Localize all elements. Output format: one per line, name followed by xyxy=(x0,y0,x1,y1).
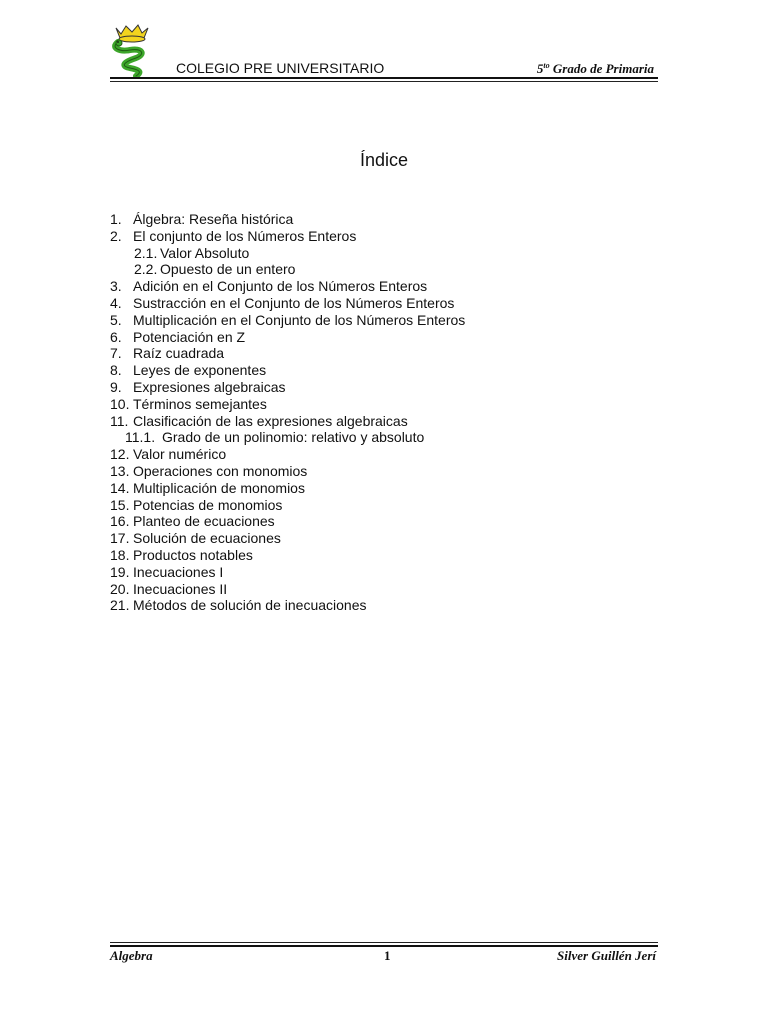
toc-item-number: 2.2. xyxy=(134,261,158,278)
toc-item-title: Opuesto de un entero xyxy=(160,261,296,278)
toc-item-number: 21. xyxy=(110,597,130,614)
toc-item-number: 2.1. xyxy=(134,244,158,261)
toc-item-title: Valor numérico xyxy=(133,446,227,463)
toc-item-title: Valor Absoluto xyxy=(160,244,250,261)
toc-item-title: Productos notables xyxy=(133,546,253,563)
toc-item-number: 3. xyxy=(110,278,122,295)
toc-item-title: Planteo de ecuaciones xyxy=(133,513,275,530)
toc-item-title: Raíz cuadrada xyxy=(133,345,225,362)
toc-item-number: 5. xyxy=(110,311,122,328)
toc-item-title: Clasificación de las expresiones algebraicas xyxy=(133,412,408,429)
grade-label xyxy=(537,61,654,77)
grade-text: Grado de Primaria xyxy=(549,61,654,76)
footer-subject: Algebra xyxy=(110,948,153,963)
header-rule-thin xyxy=(110,81,658,82)
school-crest-icon xyxy=(108,22,156,78)
toc-item-title: Inecuaciones II xyxy=(133,580,228,597)
toc-item-number: 13. xyxy=(110,462,130,479)
page-number: 1 xyxy=(384,948,391,963)
toc-item-number: 11. xyxy=(110,412,129,429)
toc-item-number: 16. xyxy=(110,513,130,530)
toc-item-number: 11.1. xyxy=(125,429,156,446)
school-name: COLEGIO PRE UNIVERSITARIO xyxy=(176,60,385,76)
toc-item-number: 19. xyxy=(110,563,130,580)
toc-item-number: 14. xyxy=(110,479,130,496)
toc-item-number: 2. xyxy=(110,227,122,244)
footer-rule-thin xyxy=(110,942,658,943)
toc-item-title: Multiplicación en el Conjunto de los Números Enteros xyxy=(133,311,466,328)
toc-item-number: 9. xyxy=(110,378,122,395)
toc-item-number: 20. xyxy=(110,580,130,597)
toc-item-title: Inecuaciones I xyxy=(133,563,224,580)
page-title: Índice xyxy=(359,150,409,170)
toc-item-title: Leyes de exponentes xyxy=(133,362,267,379)
toc-item-number: 12. xyxy=(110,446,130,463)
toc-item-title: Términos semejantes xyxy=(133,395,267,412)
toc-item-number: 1. xyxy=(110,211,122,227)
toc-item-number: 10. xyxy=(110,395,130,412)
grade-superscript: to xyxy=(543,61,550,70)
toc-item-number: 8. xyxy=(110,362,122,379)
toc-item-number: 15. xyxy=(110,496,130,513)
toc-item-number: 6. xyxy=(110,328,122,345)
toc-item-title: Multiplicación de monomios xyxy=(133,479,305,496)
footer-rule-thick xyxy=(110,945,658,947)
toc-item-title: Solución de ecuaciones xyxy=(133,530,281,547)
grade-number: 5 xyxy=(536,61,544,76)
header-rule-thick xyxy=(110,77,658,79)
toc-item-number: 17. xyxy=(110,530,130,547)
toc-item-title: Álgebra: Reseña histórica xyxy=(133,211,294,227)
toc-item-title: Métodos de solución de inecuaciones xyxy=(133,597,367,614)
toc-item-title: Grado de un polinomio: relativo y absoluto xyxy=(162,429,425,446)
toc-item-title: Sustracción en el Conjunto de los Números Enteros xyxy=(133,294,455,311)
toc-item-title: Expresiones algebraicas xyxy=(133,378,286,395)
footer-author: Silver Guillén Jerí xyxy=(557,948,656,963)
toc-item-title: Potenciación en Z xyxy=(133,328,246,345)
toc-item-number: 18. xyxy=(110,546,130,563)
toc-item-title: Adición en el Conjunto de los Números Enteros xyxy=(133,278,428,295)
toc-item-number: 7. xyxy=(110,345,122,362)
toc-item-number: 4. xyxy=(110,294,122,311)
toc-item-title: El conjunto de los Números Enteros xyxy=(133,227,357,244)
toc-item-title: Potencias de monomios xyxy=(133,496,283,513)
toc-item-title: Operaciones con monomios xyxy=(133,462,308,479)
